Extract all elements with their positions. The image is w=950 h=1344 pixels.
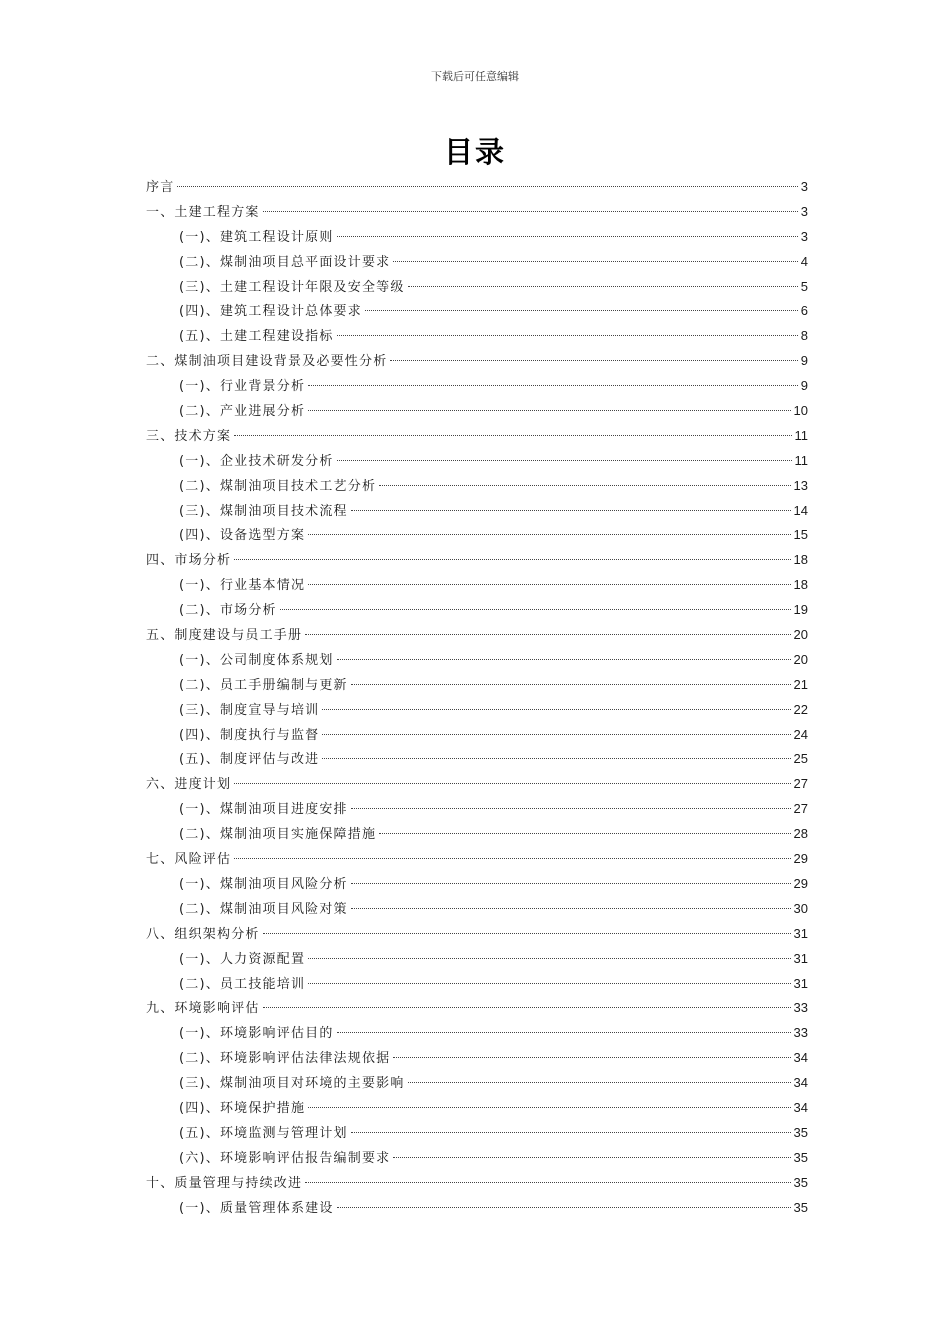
- toc-dot-leader: [393, 261, 797, 262]
- toc-entry[interactable]: [146, 200, 808, 225]
- toc-entry-title: (一)、公司制度体系规划: [179, 652, 334, 668]
- toc-entry[interactable]: [146, 623, 808, 648]
- toc-entry-page-number: 34: [793, 1099, 808, 1115]
- toc-dot-leader: [351, 908, 791, 909]
- table-of-contents: [146, 175, 808, 1220]
- toc-entry-title: (二)、煤制油项目技术工艺分析: [179, 478, 377, 494]
- toc-dot-leader: [351, 1132, 791, 1133]
- toc-entry[interactable]: [146, 872, 808, 897]
- toc-entry-title: (一)、环境影响评估目的: [179, 1026, 334, 1042]
- toc-entry-page-number: 29: [793, 851, 808, 867]
- toc-entry[interactable]: [146, 424, 808, 449]
- toc-entry[interactable]: [146, 275, 808, 300]
- toc-entry-title: 四、市场分析: [146, 553, 232, 569]
- toc-entry[interactable]: [146, 897, 808, 922]
- toc-entry[interactable]: [146, 1146, 808, 1171]
- toc-entry[interactable]: [146, 847, 808, 872]
- toc-entry-title: (四)、环境保护措施: [179, 1100, 306, 1116]
- toc-entry-page-number: 35: [793, 1149, 808, 1165]
- toc-entry-page-number: 34: [793, 1075, 808, 1091]
- toc-dot-leader: [351, 684, 791, 685]
- toc-dot-leader: [393, 1157, 790, 1158]
- toc-entry-title: (三)、煤制油项目技术流程: [179, 503, 348, 519]
- toc-entry-page-number: 31: [793, 925, 808, 941]
- toc-entry-page-number: 22: [793, 701, 808, 717]
- toc-dot-leader: [337, 1032, 791, 1033]
- toc-dot-leader: [322, 709, 790, 710]
- toc-entry[interactable]: [146, 972, 808, 997]
- toc-entry[interactable]: [146, 723, 808, 748]
- toc-dot-leader: [408, 286, 798, 287]
- toc-dot-leader: [234, 858, 790, 859]
- toc-entry-title: (二)、产业进展分析: [179, 404, 306, 420]
- toc-dot-leader: [337, 460, 792, 461]
- toc-dot-leader: [308, 983, 790, 984]
- toc-entry-title: (二)、煤制油项目实施保障措施: [179, 827, 377, 843]
- toc-entry-title: (三)、煤制油项目对环境的主要影响: [179, 1076, 405, 1092]
- toc-entry-page-number: 33: [793, 1025, 808, 1041]
- toc-entry-title: 二、煤制油项目建设背景及必要性分析: [146, 354, 388, 370]
- toc-entry-page-number: 11: [794, 452, 808, 468]
- toc-entry[interactable]: [146, 349, 808, 374]
- toc-entry-title: (二)、市场分析: [179, 603, 277, 619]
- toc-entry-page-number: 25: [793, 751, 808, 767]
- toc-entry-title: 五、制度建设与员工手册: [146, 628, 303, 644]
- toc-entry-title: (二)、环境影响评估法律法规依据: [179, 1051, 391, 1067]
- toc-dot-leader: [379, 833, 790, 834]
- toc-entry[interactable]: [146, 548, 808, 573]
- toc-entry[interactable]: [146, 747, 808, 772]
- toc-entry-page-number: 6: [800, 303, 808, 319]
- toc-title: 目录: [443, 135, 506, 169]
- toc-entry-title: (五)、环境监测与管理计划: [179, 1125, 348, 1141]
- toc-dot-leader: [408, 1082, 791, 1083]
- toc-entry[interactable]: [146, 996, 808, 1021]
- toc-entry[interactable]: [146, 299, 808, 324]
- toc-entry-page-number: 31: [793, 950, 808, 966]
- toc-entry-page-number: 33: [793, 1000, 808, 1016]
- toc-entry-page-number: 19: [793, 602, 808, 618]
- toc-entry-page-number: 13: [793, 477, 808, 493]
- toc-entry[interactable]: [146, 1071, 808, 1096]
- toc-dot-leader: [351, 510, 791, 511]
- toc-entry-page-number: 4: [800, 253, 808, 269]
- toc-entry[interactable]: [146, 598, 808, 623]
- toc-dot-leader: [308, 410, 790, 411]
- toc-dot-leader: [308, 584, 790, 585]
- toc-dot-leader: [390, 360, 797, 361]
- toc-entry-page-number: 18: [793, 577, 808, 593]
- toc-dot-leader: [263, 1007, 791, 1008]
- toc-entry[interactable]: [146, 1121, 808, 1146]
- toc-entry-page-number: 20: [793, 627, 808, 643]
- toc-entry[interactable]: [146, 698, 808, 723]
- toc-dot-leader: [177, 186, 797, 187]
- toc-entry-title: (一)、煤制油项目风险分析: [179, 876, 348, 892]
- toc-dot-leader: [305, 1182, 790, 1183]
- toc-entry-page-number: 28: [793, 826, 808, 842]
- toc-entry[interactable]: [146, 947, 808, 972]
- toc-entry[interactable]: [146, 175, 808, 200]
- toc-entry[interactable]: [146, 822, 808, 847]
- toc-entry-title: (四)、制度执行与监督: [179, 727, 320, 743]
- toc-dot-leader: [379, 485, 790, 486]
- toc-entry-page-number: 11: [794, 427, 808, 443]
- toc-entry-page-number: 27: [793, 776, 808, 792]
- toc-entry[interactable]: [146, 324, 808, 349]
- toc-entry-page-number: 10: [793, 403, 808, 419]
- toc-entry[interactable]: [146, 1196, 808, 1221]
- toc-entry-page-number: 31: [793, 975, 808, 991]
- toc-entry-page-number: 14: [793, 502, 808, 518]
- toc-entry-page-number: 34: [793, 1050, 808, 1066]
- toc-entry-title: (三)、制度宣导与培训: [179, 702, 320, 718]
- toc-entry[interactable]: [146, 449, 808, 474]
- toc-entry[interactable]: [146, 225, 808, 250]
- toc-entry-page-number: 29: [793, 875, 808, 891]
- header-note: 下载后可任意编辑: [431, 70, 519, 83]
- toc-dot-leader: [234, 435, 791, 436]
- toc-dot-leader: [322, 734, 790, 735]
- toc-dot-leader: [234, 559, 790, 560]
- toc-entry[interactable]: [146, 797, 808, 822]
- toc-entry-title: (二)、员工手册编制与更新: [179, 677, 348, 693]
- toc-entry-page-number: 18: [793, 552, 808, 568]
- toc-entry[interactable]: [146, 474, 808, 499]
- toc-entry-title: (一)、企业技术研发分析: [179, 453, 334, 469]
- toc-entry[interactable]: [146, 573, 808, 598]
- toc-entry-page-number: 9: [800, 353, 808, 369]
- toc-entry-page-number: 3: [800, 228, 808, 244]
- toc-entry-title: 序言: [146, 180, 175, 195]
- toc-entry-page-number: 21: [793, 676, 808, 692]
- toc-dot-leader: [280, 609, 791, 610]
- toc-entry[interactable]: [146, 499, 808, 524]
- toc-dot-leader: [263, 211, 798, 212]
- toc-entry-page-number: 35: [793, 1174, 808, 1190]
- toc-entry-title: (二)、煤制油项目总平面设计要求: [179, 254, 391, 270]
- toc-entry-title: (四)、建筑工程设计总体要求: [179, 304, 362, 320]
- toc-entry-page-number: 24: [793, 726, 808, 742]
- toc-entry-page-number: 15: [793, 527, 808, 543]
- toc-entry[interactable]: [146, 1096, 808, 1121]
- toc-entry-page-number: 3: [800, 179, 808, 194]
- toc-dot-leader: [337, 236, 798, 237]
- toc-entry-page-number: 20: [793, 651, 808, 667]
- toc-entry-title: 七、风险评估: [146, 852, 232, 868]
- toc-entry-title: (一)、行业基本情况: [179, 578, 306, 594]
- toc-dot-leader: [351, 883, 791, 884]
- toc-entry-page-number: 27: [793, 801, 808, 817]
- toc-dot-leader: [337, 335, 798, 336]
- toc-dot-leader: [337, 1207, 791, 1208]
- toc-entry[interactable]: [146, 1046, 808, 1071]
- toc-entry-page-number: 8: [800, 328, 808, 344]
- toc-entry[interactable]: [146, 673, 808, 698]
- toc-entry[interactable]: [146, 250, 808, 275]
- toc-dot-leader: [308, 1107, 790, 1108]
- toc-entry-page-number: 35: [793, 1124, 808, 1140]
- toc-entry-title: (五)、土建工程建设指标: [179, 329, 334, 345]
- toc-entry[interactable]: [146, 1021, 808, 1046]
- toc-entry-page-number: 3: [800, 203, 808, 219]
- toc-entry-page-number: 35: [793, 1199, 808, 1215]
- toc-entry-title: 十、质量管理与持续改进: [146, 1175, 303, 1191]
- toc-dot-leader: [393, 1057, 790, 1058]
- toc-entry-title: (一)、建筑工程设计原则: [179, 229, 334, 245]
- toc-entry-title: (四)、设备选型方案: [179, 528, 306, 544]
- toc-entry-title: 八、组织架构分析: [146, 926, 260, 942]
- toc-entry-title: (六)、环境影响评估报告编制要求: [179, 1150, 391, 1166]
- toc-entry-title: (一)、行业背景分析: [179, 379, 306, 395]
- toc-dot-leader: [234, 783, 790, 784]
- toc-dot-leader: [263, 933, 791, 934]
- toc-entry[interactable]: [146, 648, 808, 673]
- toc-dot-leader: [365, 310, 798, 311]
- toc-dot-leader: [305, 634, 790, 635]
- toc-entry-page-number: 9: [800, 378, 808, 394]
- toc-entry-page-number: 30: [793, 900, 808, 916]
- toc-dot-leader: [308, 958, 790, 959]
- toc-entry-title: 六、进度计划: [146, 777, 232, 793]
- toc-entry-title: (二)、煤制油项目风险对策: [179, 901, 348, 917]
- toc-dot-leader: [322, 758, 790, 759]
- toc-entry-title: (一)、煤制油项目进度安排: [179, 802, 348, 818]
- toc-entry[interactable]: [146, 523, 808, 548]
- toc-entry-title: (一)、人力资源配置: [179, 951, 306, 967]
- toc-entry-title: (一)、质量管理体系建设: [179, 1200, 334, 1216]
- toc-entry-title: 三、技术方案: [146, 428, 232, 444]
- toc-entry[interactable]: [146, 399, 808, 424]
- toc-dot-leader: [337, 659, 791, 660]
- toc-entry[interactable]: [146, 922, 808, 947]
- toc-entry-title: (二)、员工技能培训: [179, 976, 306, 992]
- toc-entry-title: (三)、土建工程设计年限及安全等级: [179, 279, 405, 295]
- toc-dot-leader: [308, 385, 798, 386]
- toc-entry[interactable]: [146, 374, 808, 399]
- toc-entry[interactable]: [146, 772, 808, 797]
- toc-entry[interactable]: [146, 1171, 808, 1196]
- toc-entry-title: 九、环境影响评估: [146, 1001, 260, 1017]
- toc-dot-leader: [308, 534, 790, 535]
- toc-entry-page-number: 5: [800, 278, 808, 294]
- toc-dot-leader: [351, 808, 791, 809]
- toc-entry-title: (五)、制度评估与改进: [179, 752, 320, 768]
- toc-entry-title: 一、土建工程方案: [146, 204, 260, 220]
